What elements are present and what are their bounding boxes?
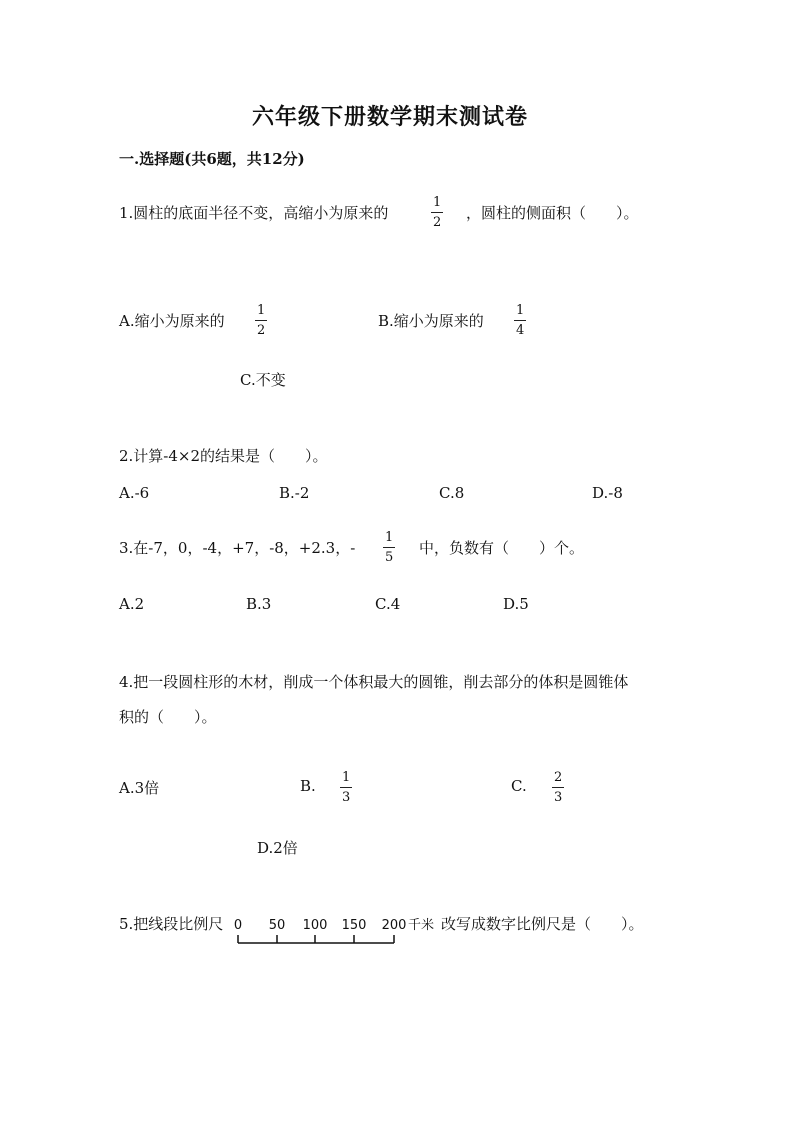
page-title: 六年级下册数学期末测试卷 [252, 104, 529, 130]
question-1-option-a-fraction [255, 304, 267, 337]
scale-tick-label: 50 [268, 918, 286, 933]
question-2-option-d[interactable]: D.-8 [592, 484, 623, 502]
fraction-denominator: 3 [554, 790, 563, 805]
question-4-stem: 4.把一段圆柱形的木材，削成一个体积最大的圆锥，削去部分的体积是圆锥体 [119, 673, 629, 691]
question-1-stem-end: ，圆柱的侧面积（ ）。 [466, 204, 639, 222]
fraction-numerator: 1 [514, 304, 526, 321]
scale-tick-label: 100 [302, 918, 328, 933]
fraction-numerator: 2 [552, 771, 564, 788]
question-3-fraction [383, 531, 395, 564]
question-1-option-a[interactable]: A.缩小为原来的 [119, 312, 225, 330]
fraction-numerator: 1 [340, 771, 352, 788]
fraction-numerator: 1 [431, 196, 443, 213]
question-3-stem: 3.在-7，0，-4，+7，-8，+2.3，- [119, 539, 356, 557]
fraction-denominator: 5 [385, 550, 394, 565]
question-2-option-c[interactable]: C.8 [439, 484, 465, 502]
fraction-denominator: 4 [516, 323, 525, 338]
question-4-stem-line2: 积的（ ）。 [119, 708, 217, 726]
question-3-option-c[interactable]: C.4 [375, 595, 401, 613]
question-1-option-c[interactable]: C.不变 [240, 371, 286, 389]
question-5-stem: 5.把线段比例尺 [119, 915, 224, 933]
fraction-numerator: 1 [255, 304, 267, 321]
question-1-option-b-fraction [514, 304, 526, 337]
question-2-stem: 2.计算-4×2的结果是（ ）。 [119, 447, 328, 465]
question-4-option-b-fraction [340, 771, 352, 804]
question-1-fraction [431, 196, 443, 229]
question-4-option-c[interactable]: C. [511, 777, 527, 795]
line-segment-scale [232, 912, 444, 952]
question-3-option-b[interactable]: B.3 [246, 595, 272, 613]
section-heading: 一.选择题(共6题，共12分) [119, 150, 305, 168]
question-3-stem-end: 中，负数有（ ）个。 [419, 539, 585, 557]
fraction-denominator: 3 [342, 790, 351, 805]
question-3-option-a[interactable]: A.2 [119, 595, 145, 613]
question-2-option-b[interactable]: B.-2 [279, 484, 310, 502]
scale-tick-label: 0 [233, 918, 243, 933]
question-4-option-b[interactable]: B. [300, 777, 316, 795]
question-2-option-a[interactable]: A.-6 [119, 484, 150, 502]
scale-tick-label: 150 [341, 918, 367, 933]
fraction-numerator: 1 [383, 531, 395, 548]
scale-unit-label: 千米 [408, 918, 435, 933]
question-5-stem-end: 改写成数字比例尺是（ ）。 [441, 915, 644, 933]
question-1-stem: 1.圆柱的底面半径不变，高缩小为原来的 [119, 204, 389, 222]
question-3-option-d[interactable]: D.5 [503, 595, 529, 613]
fraction-denominator: 2 [433, 215, 442, 230]
question-1-option-b[interactable]: B.缩小为原来的 [378, 312, 484, 330]
question-4-option-a[interactable]: A.3倍 [119, 779, 160, 797]
scale-tick-label: 200 [381, 918, 407, 933]
fraction-denominator: 2 [257, 323, 266, 338]
question-4-option-d[interactable]: D.2倍 [257, 839, 298, 857]
question-4-option-c-fraction [552, 771, 564, 804]
